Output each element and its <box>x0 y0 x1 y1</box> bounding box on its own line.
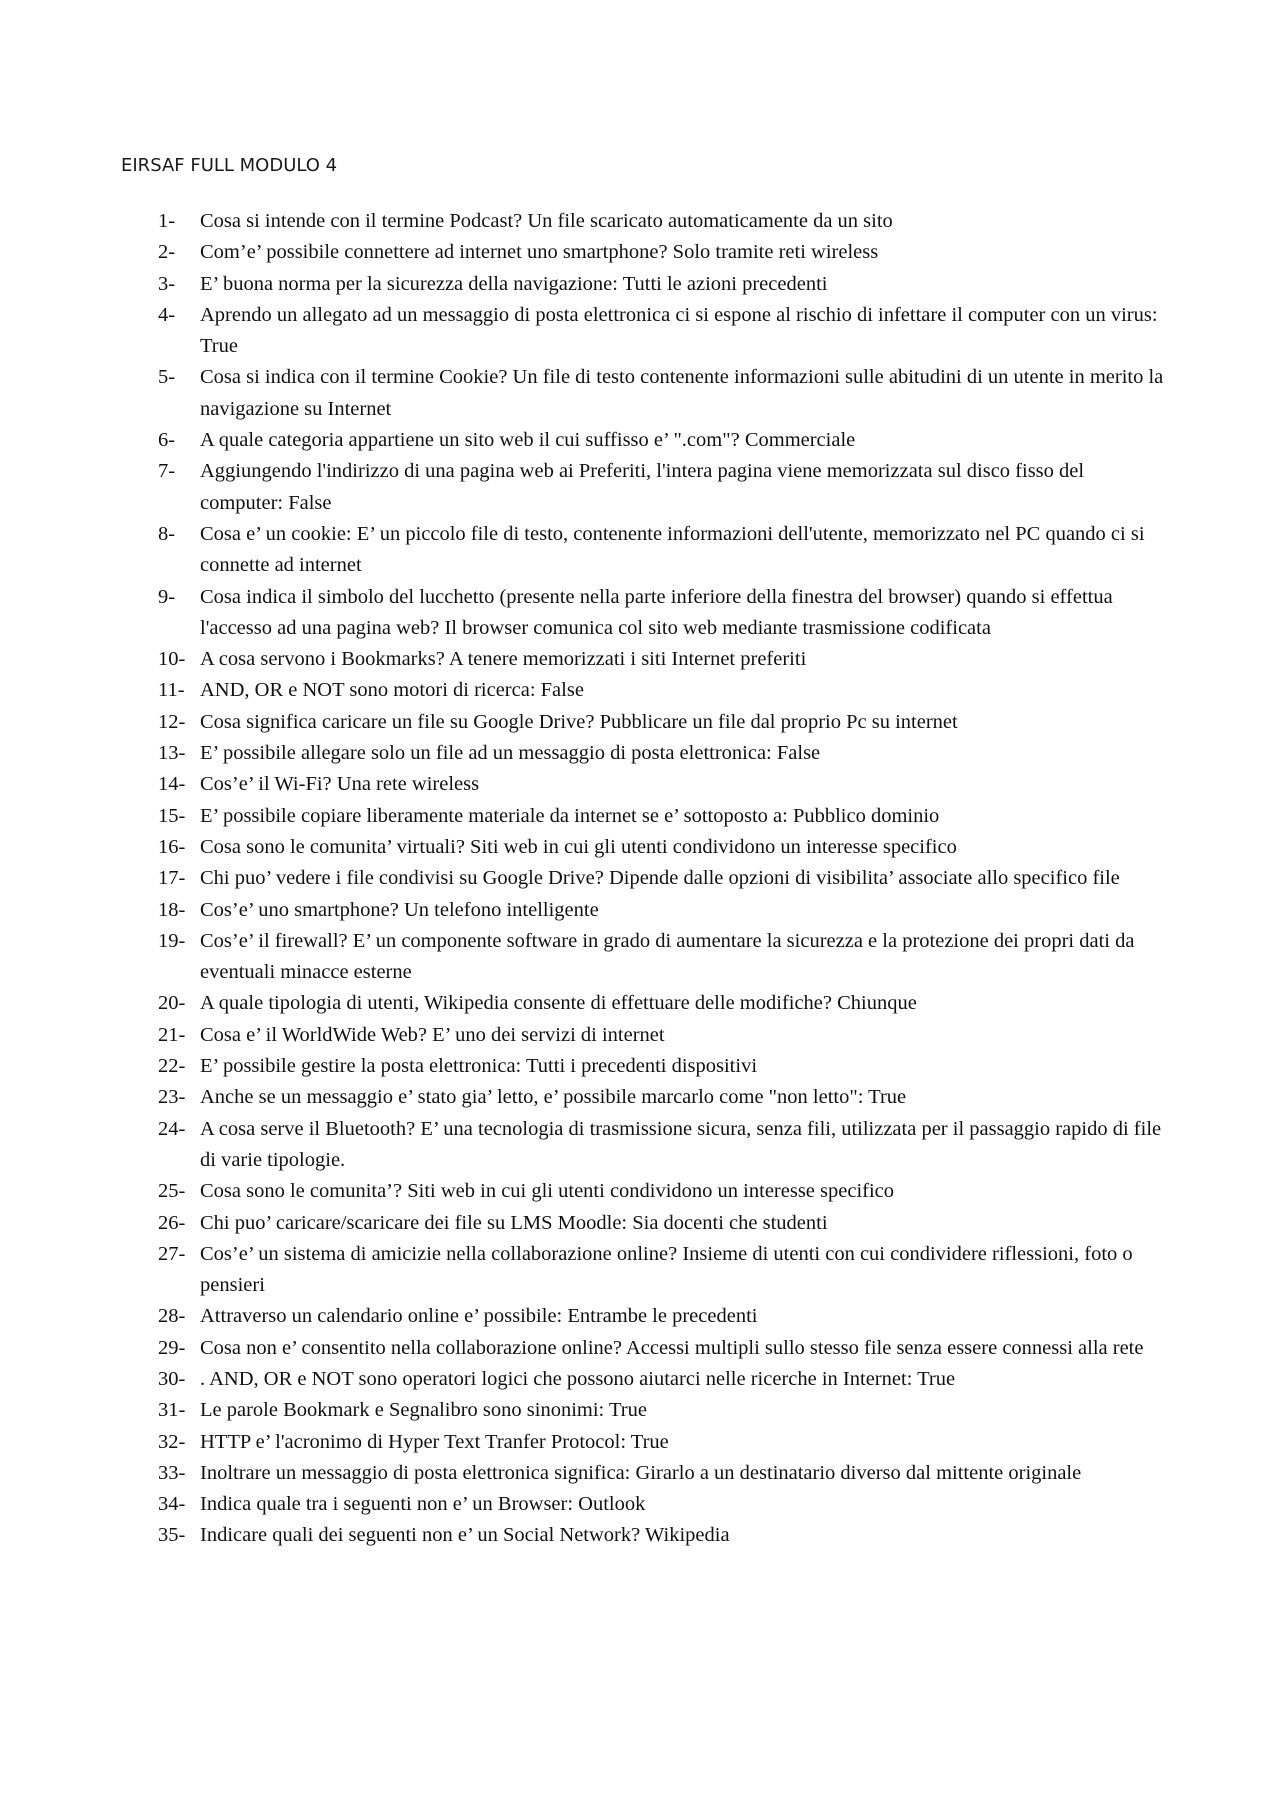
list-item-text: Cosa si intende con il termine Podcast? Un file scaricato automaticamente da un sito <box>200 210 893 232</box>
list-item <box>158 1082 1168 1113</box>
list-item <box>158 1364 1168 1395</box>
list-item <box>158 300 1168 363</box>
list-item-number: 8- <box>158 522 176 545</box>
list-item <box>158 1333 1168 1364</box>
list-item-text: Indicare quali dei seguenti non e’ un Social Network? Wikipedia <box>200 1524 730 1547</box>
list-item <box>158 675 1168 706</box>
list-item-number: 5- <box>158 366 176 389</box>
list-item-text: Cos’e’ il Wi-Fi? Una rete wireless <box>200 773 480 796</box>
list-item-number: 22- <box>158 1055 186 1078</box>
list-item-text: A cosa servono i Bookmarks? A tenere memorizzati i siti Internet preferiti <box>200 648 807 671</box>
list-item-number: 26- <box>158 1211 186 1234</box>
list-item <box>158 1208 1168 1239</box>
list-item-text: AND, OR e NOT sono motori di ricerca: False <box>200 679 584 702</box>
list-item-text: Inoltrare un messaggio di posta elettronica significa: Girarlo a un destinatario diverso dal mittente originale <box>200 1461 1082 1484</box>
list-item-text: Cosa sono le comunita’? Siti web in cui gli utenti condividono un interesse specifico <box>200 1180 895 1203</box>
list-item <box>158 801 1168 832</box>
list-item-text: Chi puo’ caricare/scaricare dei file su LMS Moodle: Sia docenti che studenti <box>200 1211 828 1234</box>
list-item-text: Cosa e’ un cookie: E’ un piccolo file di testo, contenente informazioni dell'utente, memorizzato nel PC quando ci si connette ad internet <box>200 522 1145 577</box>
list-item-number: 13- <box>158 742 186 765</box>
list-item-number: 12- <box>158 710 186 733</box>
list-item-text: Cosa non e’ consentito nella collaborazione online? Accessi multipli sullo stesso file senza essere connessi alla rete <box>200 1336 1144 1359</box>
list-item <box>158 362 1168 425</box>
list-item-number: 35- <box>158 1524 186 1547</box>
list-item-number: 2- <box>158 241 176 264</box>
list-item-number: 3- <box>158 272 176 295</box>
list-item-text: HTTP e’ l'acronimo di Hyper Text Tranfer Protocol: True <box>200 1430 669 1453</box>
list-item-text: Le parole Bookmark e Segnalibro sono sinonimi: True <box>200 1399 647 1422</box>
list-item-number: 27- <box>158 1242 186 1265</box>
list-item-number: 34- <box>158 1493 186 1516</box>
list-item-text: Attraverso un calendario online e’ possibile: Entrambe le precedenti <box>200 1305 758 1328</box>
list-item <box>158 425 1168 456</box>
list-item-text: Aggiungendo l'indirizzo di una pagina web ai Preferiti, l'intera pagina viene memorizzata sul disco fisso del computer: False <box>200 460 1085 514</box>
list-item <box>158 1051 1168 1082</box>
list-item <box>158 863 1168 894</box>
list-item-number: 9- <box>158 585 176 608</box>
list-item-text: Aprendo un allegato ad un messaggio di posta elettronica ci si espone al rischio di infettare il computer con un virus: True <box>200 303 1158 358</box>
list-item <box>158 237 1168 268</box>
list-item <box>158 456 1168 519</box>
list-item <box>158 519 1168 582</box>
list-item-number: 1- <box>158 210 176 232</box>
list-item <box>158 988 1168 1019</box>
list-item-number: 29- <box>158 1336 186 1359</box>
list-item-number: 19- <box>158 929 186 952</box>
list-item-number: 24- <box>158 1117 186 1140</box>
list-item <box>158 1395 1168 1426</box>
question-answer-list <box>158 206 1168 1552</box>
list-item-number: 11- <box>158 679 185 702</box>
list-item-text: Anche se un messaggio e’ stato gia’ letto, e’ possibile marcarlo come "non letto": True <box>200 1086 907 1109</box>
list-item-text: E’ possibile copiare liberamente materiale da internet se e’ sottoposto a: Pubblico dominio <box>200 804 940 827</box>
list-item <box>158 1301 1168 1332</box>
list-item-text: E’ buona norma per la sicurezza della navigazione: Tutti le azioni precedenti <box>200 272 828 295</box>
list-item-text: Cosa sono le comunita’ virtuali? Siti web in cui gli utenti condividono un interesse specifico <box>200 835 957 858</box>
list-item-text: Chi puo’ vedere i file condivisi su Google Drive? Dipende dalle opzioni di visibilita’ associate allo specifico file <box>200 867 1120 890</box>
list-item-text: A quale tipologia di utenti, Wikipedia consente di effettuare delle modifiche? Chiunque <box>200 992 917 1015</box>
list-item-number: 23- <box>158 1086 186 1109</box>
list-item <box>158 895 1168 926</box>
list-item-number: 16- <box>158 835 186 858</box>
list-item-text: . AND, OR e NOT sono operatori logici che possono aiutarci nelle ricerche in Internet: True <box>200 1367 956 1390</box>
list-item-number: 25- <box>158 1180 186 1203</box>
list-item-text: Cos’e’ uno smartphone? Un telefono intelligente <box>200 898 599 921</box>
list-item <box>158 926 1168 989</box>
list-item <box>158 1020 1168 1051</box>
list-item-text: Cosa si indica con il termine Cookie? Un file di testo contenente informazioni sulle abitudini di un utente in merito la navigazione su Internet <box>200 366 1164 420</box>
list-item <box>158 1458 1168 1489</box>
list-item-text: Cosa indica il simbolo del lucchetto (presente nella parte inferiore della finestra del browser) quando si effettua l'accesso ad una pagina web? Il browser comunica col sito web mediante trasmissione codificata <box>200 585 1113 639</box>
list-item-number: 14- <box>158 773 186 796</box>
list-item <box>158 1520 1168 1551</box>
list-item-number: 20- <box>158 992 186 1015</box>
list-item-text: A quale categoria appartiene un sito web il cui suffisso e’ ".com"? Commerciale <box>200 429 856 452</box>
list-item-number: 4- <box>158 303 176 326</box>
document-title: EIRSAF FULL MODULO 4 <box>121 155 338 176</box>
list-item-number: 18- <box>158 898 186 921</box>
list-item-text: Indica quale tra i seguenti non e’ un Browser: Outlook <box>200 1493 646 1516</box>
list-item-number: 32- <box>158 1430 186 1453</box>
list-item-text: Cos’e’ un sistema di amicizie nella collaborazione online? Insieme di utenti con cui condividere riflessioni, foto o pensieri <box>200 1242 1133 1297</box>
list-item-text: Com’e’ possibile connettere ad internet uno smartphone? Solo tramite reti wireless <box>200 241 879 264</box>
list-item <box>158 1427 1168 1458</box>
list-item-number: 17- <box>158 867 186 890</box>
list-item-number: 7- <box>158 460 176 483</box>
list-item-number: 30- <box>158 1367 186 1390</box>
list-item-number: 28- <box>158 1305 186 1328</box>
list-item-number: 21- <box>158 1023 186 1046</box>
list-item <box>158 832 1168 863</box>
list-item <box>158 738 1168 769</box>
list-item-text: Cosa significa caricare un file su Google Drive? Pubblicare un file dal proprio Pc su internet <box>200 710 958 733</box>
list-item <box>158 582 1168 645</box>
list-item <box>158 269 1168 300</box>
list-item-text: Cosa e’ il WorldWide Web? E’ uno dei servizi di internet <box>200 1023 665 1046</box>
list-item-text: Cos’e’ il firewall? E’ un componente software in grado di aumentare la sicurezza e la protezione dei propri dati da eventuali minacce esterne <box>200 929 1135 984</box>
list-item <box>158 1489 1168 1520</box>
list-item <box>158 769 1168 800</box>
list-item <box>158 644 1168 675</box>
list-item-number: 33- <box>158 1461 186 1484</box>
list-item-text: A cosa serve il Bluetooth? E’ una tecnologia di trasmissione sicura, senza fili, utilizzata per il passaggio rapido di file di varie tipologie. <box>200 1117 1162 1171</box>
list-item <box>158 1176 1168 1207</box>
list-item-text: E’ possibile allegare solo un file ad un messaggio di posta elettronica: False <box>200 742 821 765</box>
list-item <box>158 1114 1168 1177</box>
list-item <box>158 707 1168 738</box>
list-item-number: 31- <box>158 1399 186 1422</box>
list-item-text: E’ possibile gestire la posta elettronica: Tutti i precedenti dispositivi <box>200 1055 758 1078</box>
list-item <box>158 206 1168 237</box>
list-item-number: 6- <box>158 429 176 452</box>
list-item-number: 15- <box>158 804 186 827</box>
list-item <box>158 1239 1168 1302</box>
list-item-number: 10- <box>158 648 186 671</box>
